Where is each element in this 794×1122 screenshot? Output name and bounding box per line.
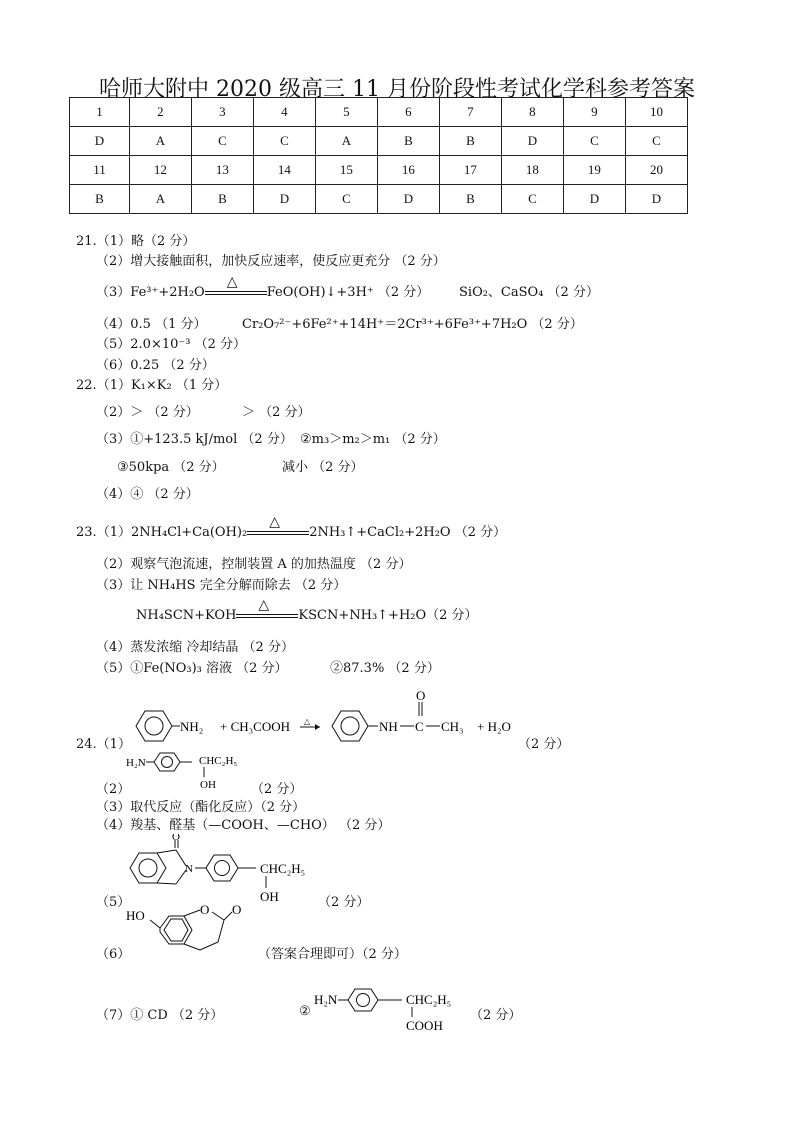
page-title: 哈师大附中 2020 级高三 11 月份阶段性考试化学科参考答案 [99,77,695,102]
water-label: + H₂O [477,719,511,734]
q21-part4a: （4）0.5 （1 分） [96,317,207,332]
carbonyl-oxygen-label: O [232,902,242,917]
question-number-cell: 7 [439,98,501,127]
benzene-ring-icon [332,711,368,741]
answer-cell: B [70,185,130,214]
q23-part4: （4）蒸发浓缩 冷却结晶 （2 分） [96,640,294,655]
answer-cell: D [625,185,687,214]
q24-part6-structure [120,902,260,964]
answer-cell: D [563,185,625,214]
q21-part3-products: FeO(OH)↓+3H⁺ （2 分） [266,285,430,300]
q24-part4: （4）羧基、醛基（—COOH、—CHO） （2 分） [96,818,391,833]
benzene-ring-icon [154,753,180,771]
heating-equal-sign: △ [205,286,267,300]
q24-part7-structure [312,986,482,1036]
amine-group-label: NH₂ [180,719,204,734]
question-number-cell: 13 [191,156,253,185]
answer-cell: D [253,185,315,214]
q23-eq-reactants: NH₄SCN+KOH [136,608,237,623]
answer-cell: D [377,185,439,214]
q21-line1 [76,230,195,249]
carbonyl-oxygen-label: O [416,688,426,703]
side-chain-label: CHC₂H₅ [260,861,306,876]
q22-part2a: （2）＞ （2 分） [96,405,199,420]
acetic-acid-label: + CH₃COOH [220,719,291,734]
q23-eq-products: KSCN+NH₃↑+H₂O（2 分） [298,608,478,623]
q24-part2-points: （2 分） [251,782,303,797]
benzene-ring-icon [130,853,166,883]
q24-part7b-label: ② [299,1004,311,1019]
carbonyl-oxygen-label: O [172,834,180,843]
q23-part1-reactants: （1）2NH₄Cl+Ca(OH)₂ [96,525,248,540]
answer-cell: A [315,127,377,156]
answer-cell: D [501,127,563,156]
q21-part5: （5）2.0×10⁻³ （2 分） [96,337,246,352]
q22-part3c: ③50kpa （2 分） [117,460,225,475]
question-number-cell: 20 [625,156,687,185]
heating-equal-sign: △ [247,526,309,540]
amine-label: H₂N [126,757,146,769]
question-number-cell: 11 [70,156,130,185]
benzene-ring-icon [136,711,172,741]
answer-cell: C [625,127,687,156]
q23-part5b: ②87.3% （2 分） [330,661,440,676]
q22-number: 22. [76,378,97,393]
answer-cell: C [563,127,625,156]
side-chain-label: CHC₂H₅ [406,992,452,1007]
q22-part3d: 减小 （2 分） [282,460,364,475]
q24-part7a: （7）① CD （2 分） [96,1008,224,1023]
hydroxyl-label: OH [260,889,279,904]
q22-part4: （4）④ （2 分） [96,487,199,502]
question-number-cell: 10 [625,98,687,127]
question-number-cell: 3 [191,98,253,127]
q24-part2-structure [120,750,270,792]
amide-nh-label: NH [379,719,398,734]
question-number-cell: 17 [439,156,501,185]
q24-reaction-structure [120,688,560,750]
amine-label: H₂N [314,992,338,1007]
q24-part1-points: （2 分） [518,737,570,752]
q21-part3-reactants: （3）Fe³⁺+2H₂O [96,285,205,300]
q24-part5-structure [120,834,320,904]
q24-part1-label: 24.（1） [76,737,131,752]
question-number-cell: 8 [501,98,563,127]
question-number-cell: 16 [377,156,439,185]
question-number-row [70,98,688,127]
hydroxyl-label: OH [200,779,216,791]
answer-cell: A [129,127,191,156]
q21-number: 21. [76,234,97,249]
q21-part3-solid: SiO₂、CaSO₄ （2 分） [459,285,599,300]
q21-part1: （1）略（2 分） [96,234,196,249]
q23-number: 23. [76,525,97,540]
q24-part2-label: （2） [96,782,131,797]
question-number-cell: 15 [315,156,377,185]
question-number-cell: 5 [315,98,377,127]
question-number-cell: 1 [70,98,130,127]
question-number-cell: 18 [501,156,563,185]
q22-line1 [76,374,227,393]
q22-part3b: ②m₃＞m₂＞m₁ （2 分） [300,432,446,447]
benzene-ring-icon [348,989,378,1011]
answer-cell: B [439,185,501,214]
q23-part5a: （5）①Fe(NO₃)₃ 溶液 （2 分） [96,661,288,676]
answer-cell: C [315,185,377,214]
question-number-cell: 14 [253,156,315,185]
question-number-cell: 19 [563,156,625,185]
q21-line3 [96,273,430,300]
question-number-cell: 2 [129,98,191,127]
answer-cell: C [253,127,315,156]
q24-part7-points: （2 分） [470,1008,522,1023]
q21-part6: （6）0.25 （2 分） [96,358,215,373]
q21-part2: （2）增大接触面积，加快反应速率，使反应更充分 （2 分） [96,254,446,269]
q24-part6-label: （6） [96,947,131,962]
question-number-row [70,156,688,185]
methyl-label: CH₃ [441,719,464,734]
question-number-cell: 12 [129,156,191,185]
q24-part5-label: （5） [96,895,131,910]
q23-part3: （3）让 NH₄HS 完全分解而除去 （2 分） [96,578,347,593]
side-chain-label: CHC₂H₅ [199,755,238,767]
answer-cell: C [191,127,253,156]
heating-equal-sign: △ [236,609,298,623]
q24-part3: （3）取代反应（酯化反应）（2 分） [96,800,306,815]
carbonyl-carbon-label: C [415,719,424,734]
q22-part1: （1）K₁×K₂ （1 分） [96,378,228,393]
answer-row [70,185,688,214]
q23-part3-equation [136,596,478,623]
answer-cell: B [191,185,253,214]
question-number-cell: 9 [563,98,625,127]
ring-oxygen-label: O [200,902,210,917]
hydroxyl-label: HO [126,908,145,923]
answer-table [69,97,688,214]
q22-part2b: ＞ （2 分） [242,405,311,420]
question-number-cell: 6 [377,98,439,127]
answer-cell: B [439,127,501,156]
svg-text:△: △ [304,717,311,726]
answer-cell: A [129,185,191,214]
q24-part6-points: （答案合理即可）（2 分） [258,947,407,962]
nitrogen-label: N [185,863,193,875]
q24-part5-points: （2 分） [318,895,370,910]
carboxyl-label: COOH [406,1018,443,1033]
q22-part3a: （3）①+123.5 kJ/mol （2 分） [96,432,293,447]
q23-line1 [76,513,507,540]
q23-part1-products: 2NH₃↑+CaCl₂+2H₂O （2 分） [309,525,507,540]
q21-part4b: Cr₂O₇²⁻+6Fe²⁺+14H⁺＝2Cr³⁺+6Fe³⁺+7H₂O （2 分） [242,317,583,332]
benzene-ring-icon [206,855,238,881]
answer-cell: C [501,185,563,214]
benzene-ring-icon [160,916,192,944]
reaction-arrow-icon [315,724,320,730]
answer-cell: D [70,127,130,156]
answer-row [70,127,688,156]
answer-cell: B [377,127,439,156]
question-number-cell: 4 [253,98,315,127]
q23-part2: （2）观察气泡流速，控制装置 A 的加热温度 （2 分） [96,557,412,572]
